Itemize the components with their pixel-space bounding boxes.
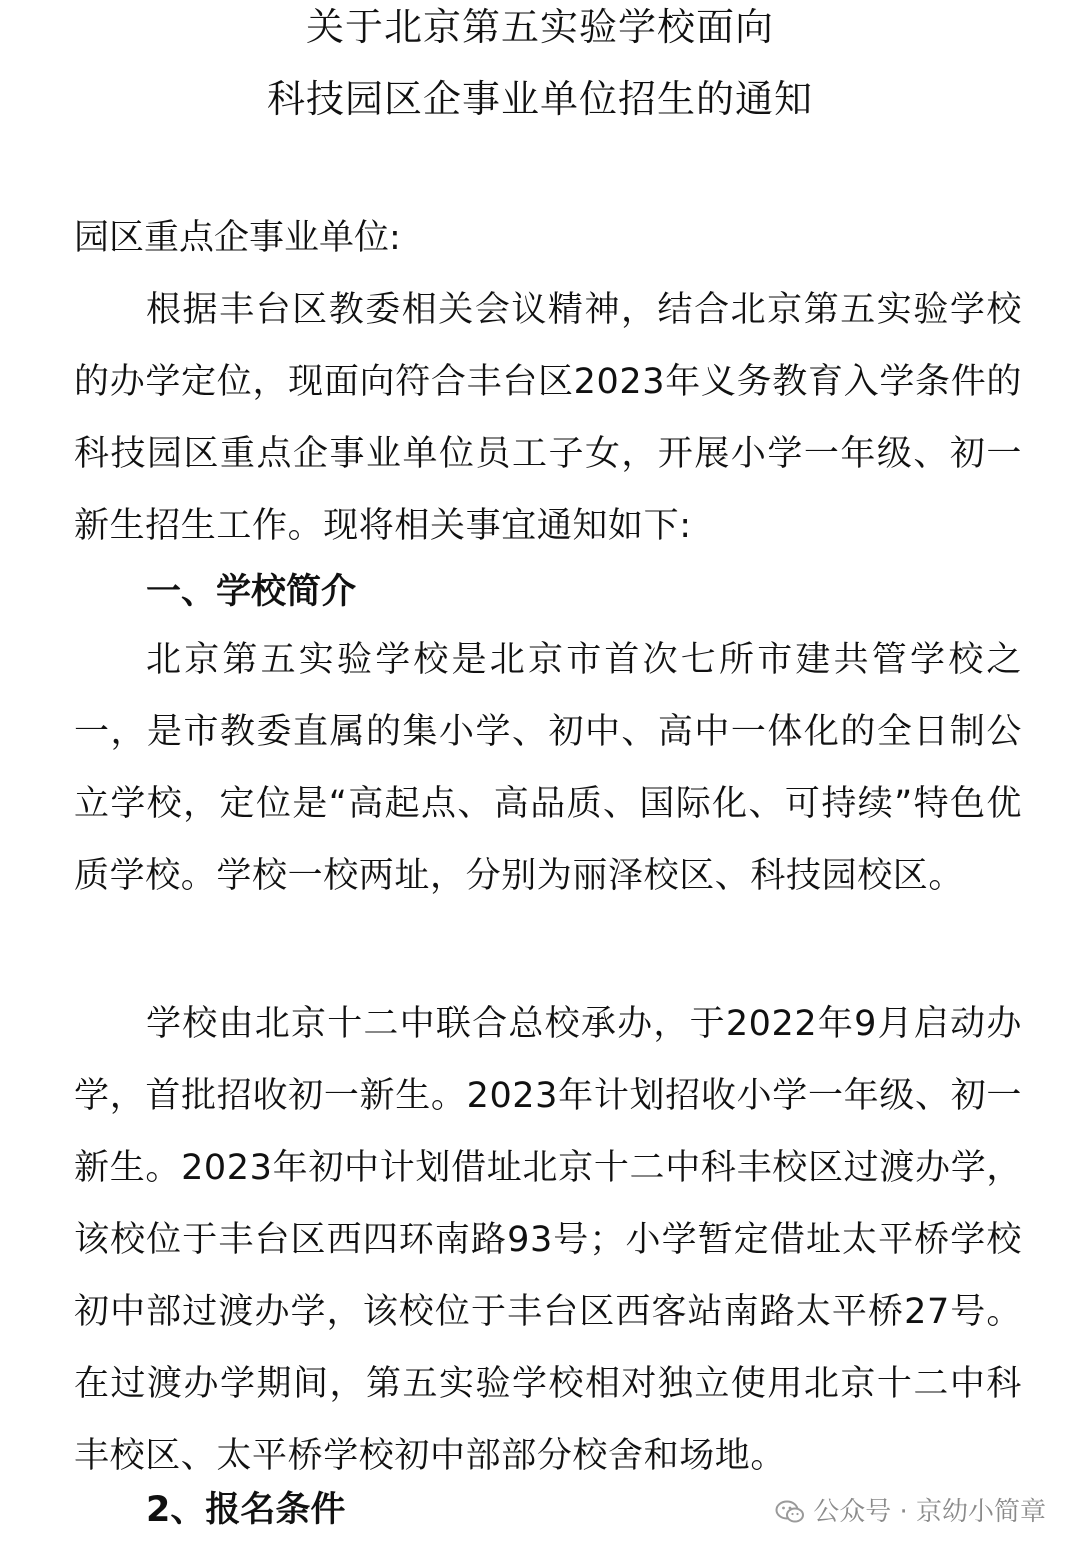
section-heading-registration: 2、报名条件 [146,1490,346,1530]
document-title-line-2: 科技园区企事业单位招生的通知 [266,77,813,121]
watermark [775,1492,1046,1532]
watermark-text: 公众号 · 京幼小简章 [813,1497,1046,1527]
section-heading-school-intro: 一、学校简介 [146,572,357,612]
paragraph-school-intro [74,624,1022,912]
salutation: 园区重点企事业单位: [74,218,401,258]
document-title-line-1: 关于北京第五实验学校面向 [305,5,774,49]
wechat-icon [775,1499,805,1525]
paragraph-school-intro-text: 北京第五实验学校是北京市首次七所市建共管学校之一，是市教委直属的集小学、初中、高中一体化的全日制公立学校，定位是“高起点、高品质、国际化、可持续”特色优质学校。学校一校两址，分别为丽泽校区、科技园校区。 [74,640,1022,896]
paragraph-school-operation [74,988,1022,1492]
paragraph-intro-text: 根据丰台区教委相关会议精神，结合北京第五实验学校的办学定位，现面向符合丰台区2023年义务教育入学条件的科技园区重点企事业单位员工子女，开展小学一年级、初一新生招生工作。现将相关事宜通知如下: [74,290,1022,546]
paragraph-school-operation-text: 学校由北京十二中联合总校承办，于2022年9月启动办学，首批招收初一新生。2023年计划招收小学一年级、初一新生。2023年初中计划借址北京十二中科丰校区过渡办学，该校位于丰台区西四环南路93号；小学暂定借址太平桥学校初中部过渡办学，该校位于丰台区西客站南路太平桥27号。在过渡办学期间，第五实验学校相对独立使用北京十二中科丰校区、太平桥学校初中部部分校舍和场地。 [74,1004,1022,1476]
paragraph-intro [74,274,1022,562]
